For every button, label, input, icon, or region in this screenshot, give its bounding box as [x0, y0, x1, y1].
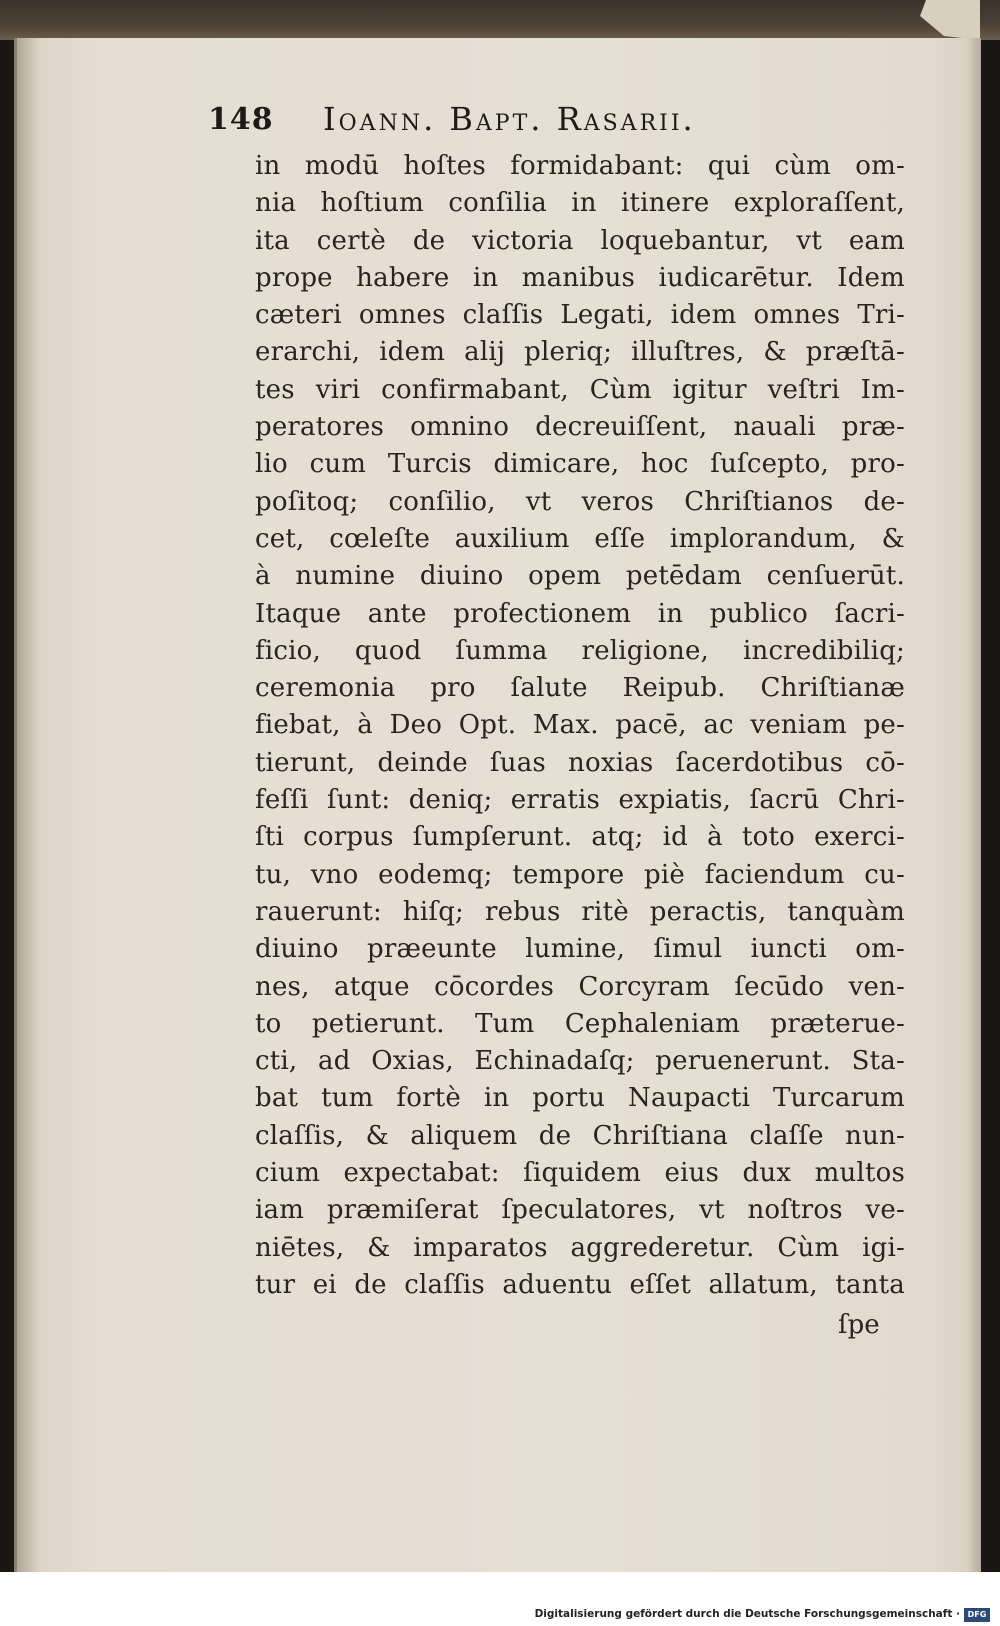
text-line: ceremonia pro ſalute Reipub. Chriſtianæ [255, 673, 905, 704]
text-line: cium expectabat: ſiquidem eius dux multos [255, 1158, 905, 1189]
running-head: Ioann. Bapt. Rasarii. [323, 100, 696, 138]
text-line: feſſi ſunt: deniq; erratis expiatis, ſacrū Chri- [255, 785, 905, 816]
funding-note: Digitalisierung gefördert durch die Deutsche Forschungsgemeinschaft · [534, 1608, 960, 1620]
text-line: niētes, & imparatos aggrederetur. Cùm igi- [255, 1232, 905, 1263]
text-line: cet, cœleſte auxilium eſſe implorandum, & [255, 523, 905, 554]
text-line: peratores omnino decreuiſſent, nauali præ- [255, 412, 905, 443]
text-line: tu, vno eodemq; tempore piè faciendum cu- [255, 859, 905, 890]
text-line: à numine diuino opem petēdam cenſuerūt. [255, 561, 905, 592]
digitization-footer [0, 1572, 1000, 1626]
page-number: 148 [208, 102, 274, 137]
text-line: cæteri omnes claſſis Legati, idem omnes Tri- [255, 300, 905, 331]
text-line: claſſis, & aliquem de Chriſtiana claſſe nun- [255, 1120, 905, 1151]
text-line: fiebat, à Deo Opt. Max. pacē, ac veniam pe- [255, 710, 905, 741]
text-line: rauerunt: hiſq; rebus ritè peractis, tanquàm [255, 896, 905, 927]
dfg-logo-icon: DFG [964, 1608, 990, 1622]
text-line: cti, ad Oxias, Echinadaſq; peruenerunt. Sta- [255, 1046, 905, 1077]
text-line: diuino præeunte lumine, ſimul iuncti om- [255, 934, 905, 965]
text-line: nia hoſtium conſilia in itinere exploraſſent, [255, 188, 905, 219]
text-line: prope habere in manibus iudicarētur. Idem [255, 262, 905, 293]
text-line: in modū hoſtes formidabant: qui cùm om- [255, 151, 905, 181]
text-line: ita certè de victoria loquebantur, vt eam [255, 225, 905, 256]
text-line: lio cum Turcis dimicare, hoc ſuſcepto, pro- [255, 449, 905, 480]
body-text [255, 148, 905, 1304]
text-line: bat tum fortè in portu Naupacti Turcarum [255, 1083, 905, 1114]
text-line: tierunt, deinde ſuas noxias ſacerdotibus cō- [255, 747, 905, 778]
text-line: poſitoq; conſilio, vt veros Chriſtianos de- [255, 486, 905, 517]
text-line: ficio, quod ſumma religione, incredibiliq; [255, 635, 905, 666]
text-line: erarchi, idem alij pleriq; illuſtres, & præſtā- [255, 337, 905, 368]
text-line: ſti corpus ſumpſerunt. atq; id à toto exerci- [255, 822, 905, 853]
text-line: tes viri confirmabant, Cùm igitur veſtri Im- [255, 374, 905, 405]
text-line: tur ei de claſſis aduentu eſſet allatum, tanta [255, 1269, 905, 1300]
catchword: ſpe [838, 1310, 880, 1340]
text-line: nes, atque cōcordes Corcyram ſecūdo ven- [255, 971, 905, 1002]
scan-top-edge [0, 0, 1000, 40]
text-line: Itaque ante profectionem in publico ſacri- [255, 598, 905, 629]
text-line: iam præmiſerat ſpeculatores, vt noſtros ve- [255, 1195, 905, 1226]
text-line: to petierunt. Tum Cephaleniam præterue- [255, 1008, 905, 1039]
page-header [208, 100, 818, 146]
